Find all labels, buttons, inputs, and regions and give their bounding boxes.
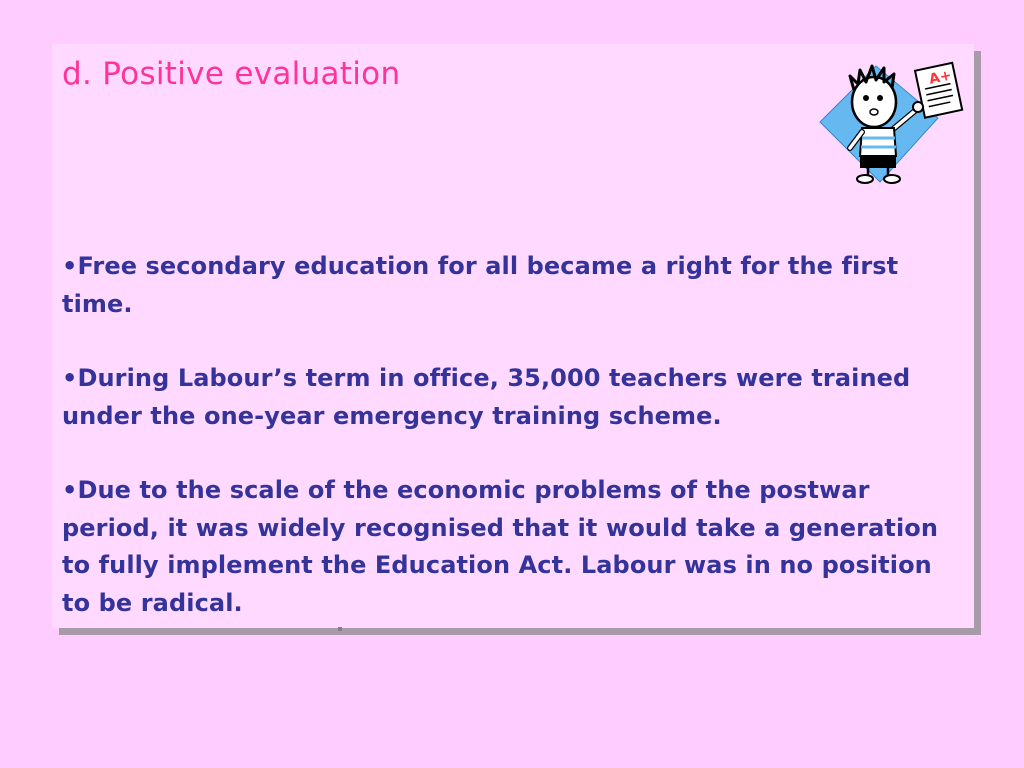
student-with-report-card-icon <box>816 52 982 186</box>
bullet-free-education: •Free secondary education for all became a right for the first time. <box>62 252 899 318</box>
bullet-teacher-training: •During Labour’s term in office, 35,000 teachers were trained under the one-year emergency training scheme. <box>62 364 911 430</box>
bullet-economic-problems: •Due to the scale of the economic problems of the postwar period, it was widely recognised that it would take a generation to fully implement the Education Act. Labour was in no position to be radical. <box>62 476 939 617</box>
grade-text: A+ <box>927 67 954 88</box>
slide-title: d. Positive evaluation <box>62 56 401 92</box>
content-panel <box>52 44 974 628</box>
bullet-list <box>62 248 962 659</box>
stray-mark <box>338 627 342 631</box>
